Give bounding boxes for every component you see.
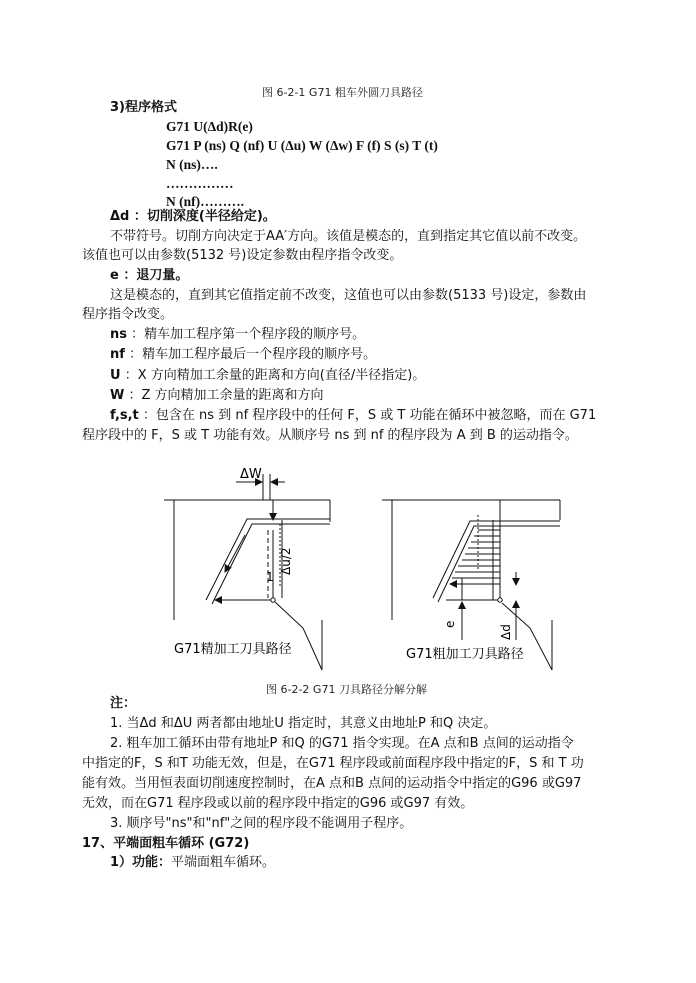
delta-w-label: ΔW [240,467,262,482]
delta-u-label: Δu/2 [279,547,293,575]
param-nf: nf ：精车加工程序最后一个程序段的顺序号。 [110,347,377,362]
delta-d-label: Δd [499,624,513,640]
param-e-text: 这是模态的，直到其它值指定前不改变，这值也可以由参数(5133 号)设定，参数由 [110,288,587,303]
param-fst-text: 程序段中的 F，S 或 T 功能有效。从顺序号 ns 到 nf 的程序段为 A 到 B 的运动指令。 [82,428,578,443]
finish-path-diagram [164,474,330,670]
mark-1-label: 1 [266,570,274,584]
param-e-text: 程序指令改变。 [82,307,174,322]
param-dd-text: 不带符号。切削方向决定于AA′方向。该值是模态的，直到指定其它值以前不改变。 [110,229,587,244]
note-item: 无效，而在G71 程序段或以前的程序段中指定的G96 或G97 有效。 [82,796,474,811]
param-dd-text: 该值也可以由参数(5132 号)设定参数由程序指令改变。 [82,248,403,263]
param-e-label: e ：退刀量。 [110,268,189,283]
rough-path-diagram [382,500,560,670]
section-heading: 3)程序格式 [110,100,177,115]
note-item: 3. 顺序号"ns"和"nf"之间的程序段不能调用子程序。 [110,816,413,831]
finish-path-label: G71精加工刀具路径 [174,642,292,657]
code-line: N (nf)………. [166,194,244,209]
code-line: G71 U(Δd)R(e) [166,119,253,134]
figure-caption: 图 6-2-1 G71 粗车外圆刀具路径 [262,86,423,99]
figure-caption: 图 6-2-2 G71 刀具路径分解分解 [266,683,427,696]
param-dd-label: Δd ：切削深度(半径给定)。 [110,209,276,224]
param-u: U ：X 方向精加工余量的距离和方向(直径/半径指定)。 [110,368,426,383]
note-item: 中指定的F，S 和T 功能无效，但是，在G71 程序段或前面程序段中指定的F，S 和 T 功 [82,756,584,771]
code-line: G71 P (ns) Q (nf) U (Δu) W (Δw) F (f) S (s) T (t) [166,138,438,153]
e-label: e [443,620,457,628]
rough-path-label: G71粗加工刀具路径 [406,647,524,662]
param-w: W ：Z 方向精加工余量的距离和方向 [110,388,324,403]
function-line: 1）功能：平端面粗车循环。 [110,855,276,870]
code-line: N (ns)…. [166,157,218,172]
note-item: 2. 粗车加工循环由带有地址P 和Q 的G71 指令实现。在A 点和B 点间的运动指令 [110,736,574,751]
code-line: …………… [166,176,234,191]
param-ns: ns ：精车加工程序第一个程序段的顺序号。 [110,327,366,342]
note-item: 能有效。当用恒表面切削速度控制时，在A 点和B 点间的运动指令中指定的G96 或G97 [82,776,582,791]
notes-heading: 注： [110,696,137,711]
section-heading: 17、平端面粗车循环 (G72) [82,836,250,851]
note-item: 1. 当Δd 和ΔU 两者都由地址U 指定时，其意义由地址P 和Q 决定。 [110,716,497,731]
param-fst: f,s,t ：包含在 ns 到 nf 程序段中的任何 F，S 或 T 功能在循环中被忽略，而在 G71 [110,408,597,423]
